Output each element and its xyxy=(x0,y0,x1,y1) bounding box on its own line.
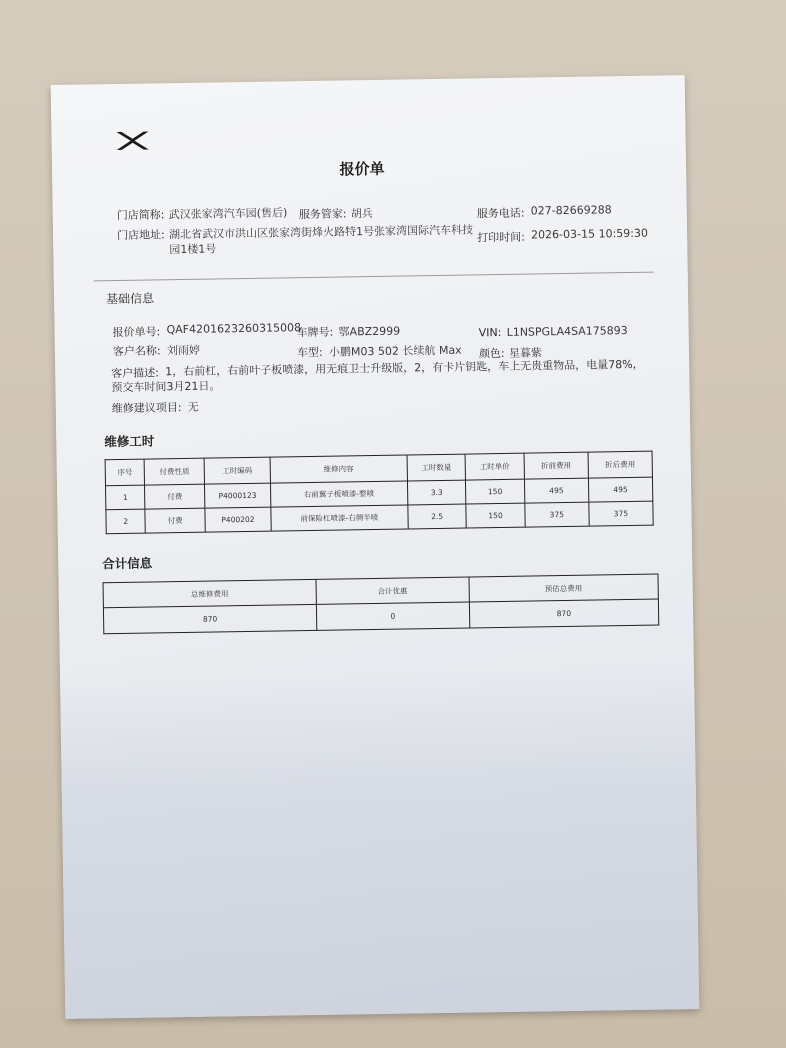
model-label: 车型: xyxy=(296,345,323,360)
cell-index: 2 xyxy=(106,509,146,534)
quote-no: QAF4201623260315008 xyxy=(166,321,302,337)
advisor-name: 胡兵 xyxy=(350,206,373,221)
store-name-label: 门店简称: xyxy=(116,208,165,223)
totals-heading: 合计信息 xyxy=(102,555,153,572)
cell-labor-code: P4000123 xyxy=(205,483,271,508)
plate-number: 鄂ABZ2999 xyxy=(338,324,401,339)
address-label: 门店地址: xyxy=(116,228,165,243)
totals-table xyxy=(103,574,660,635)
cell-hours: 3.3 xyxy=(407,480,466,505)
customer-name: 刘雨婷 xyxy=(166,343,200,358)
basic-info-heading: 基础信息 xyxy=(105,291,155,307)
cell-pay-type: 付费 xyxy=(145,484,205,509)
print-time-label: 打印时间: xyxy=(477,230,525,245)
cell-pay-type: 付费 xyxy=(145,508,205,533)
cell-content: 右前翼子板喷漆-整喷 xyxy=(270,481,408,507)
customer-label: 客户名称: xyxy=(112,344,161,359)
suggest-label: 维修建议项目: xyxy=(111,401,182,416)
cell-hours: 2.5 xyxy=(408,504,467,529)
col-pay-type: 付费性质 xyxy=(144,458,204,485)
cell-pre-discount: 375 xyxy=(525,502,589,527)
advisor-label: 服务管家: xyxy=(298,207,347,222)
cell-total-repair: 870 xyxy=(103,604,316,633)
desc-label: 客户描述: xyxy=(111,366,160,381)
cell-estimated-total: 870 xyxy=(469,599,659,628)
store-name: 武汉张家湾汽车园(售后) xyxy=(168,206,288,222)
header-divider xyxy=(94,272,654,282)
col-total-repair: 总维修费用 xyxy=(103,579,316,607)
plate-label: 车牌号: xyxy=(296,325,334,340)
cell-unit-price: 150 xyxy=(466,503,525,528)
color-label: 颜色: xyxy=(478,346,505,361)
col-unit-price: 工时单价 xyxy=(465,453,524,480)
cell-total-discount: 0 xyxy=(316,602,469,630)
car-model: 小鹏M03 502 长续航 Max xyxy=(328,343,462,359)
col-labor-code: 工时编码 xyxy=(204,457,270,484)
vin-number: L1NSPGLA4SA175893 xyxy=(506,324,628,339)
col-estimated-total: 预估总费用 xyxy=(469,574,659,602)
labor-heading: 维修工时 xyxy=(104,433,155,450)
address-line-2: 园1楼1号 xyxy=(169,242,217,257)
col-content: 维修内容 xyxy=(270,455,408,483)
cell-labor-code: P400202 xyxy=(205,507,271,532)
quote-document xyxy=(51,75,700,1019)
paper-shadow-area xyxy=(60,665,699,1019)
suggest-value: 无 xyxy=(187,400,199,414)
vin-label: VIN: xyxy=(478,325,502,340)
col-hours: 工时数量 xyxy=(407,454,466,481)
xpeng-logo-icon xyxy=(115,129,149,152)
cell-unit-price: 150 xyxy=(466,479,525,504)
customer-description: 1，右前杠，右前叶子板喷漆，用无痕卫士升级版，2，有卡片钥匙，车上无贵重物品，电量78%，预交车时间3月21日。 xyxy=(111,357,644,395)
col-index: 序号 xyxy=(105,459,145,486)
page-title: 报价单 xyxy=(339,159,385,179)
cell-content: 前保险杠喷漆-右侧半喷 xyxy=(271,505,409,531)
quote-no-label: 报价单号: xyxy=(112,325,161,340)
col-post-discount: 折后费用 xyxy=(588,451,653,478)
col-total-discount: 合计优惠 xyxy=(316,577,469,604)
phone-label: 服务电话: xyxy=(476,206,525,221)
address-line-1: 湖北省武汉市洪山区张家湾街烽火路特1号张家湾国际汽车科技 xyxy=(168,223,474,242)
col-pre-discount: 折前费用 xyxy=(524,452,589,479)
cell-post-discount: 375 xyxy=(589,501,654,526)
cell-index: 1 xyxy=(106,485,146,510)
cell-post-discount: 495 xyxy=(588,477,653,502)
print-time: 2026-03-15 10:59:30 xyxy=(531,226,649,242)
labor-table xyxy=(105,451,654,535)
phone-number: 027-82669288 xyxy=(530,203,612,218)
car-color: 星暮紫 xyxy=(508,346,543,360)
cell-pre-discount: 495 xyxy=(524,478,588,503)
